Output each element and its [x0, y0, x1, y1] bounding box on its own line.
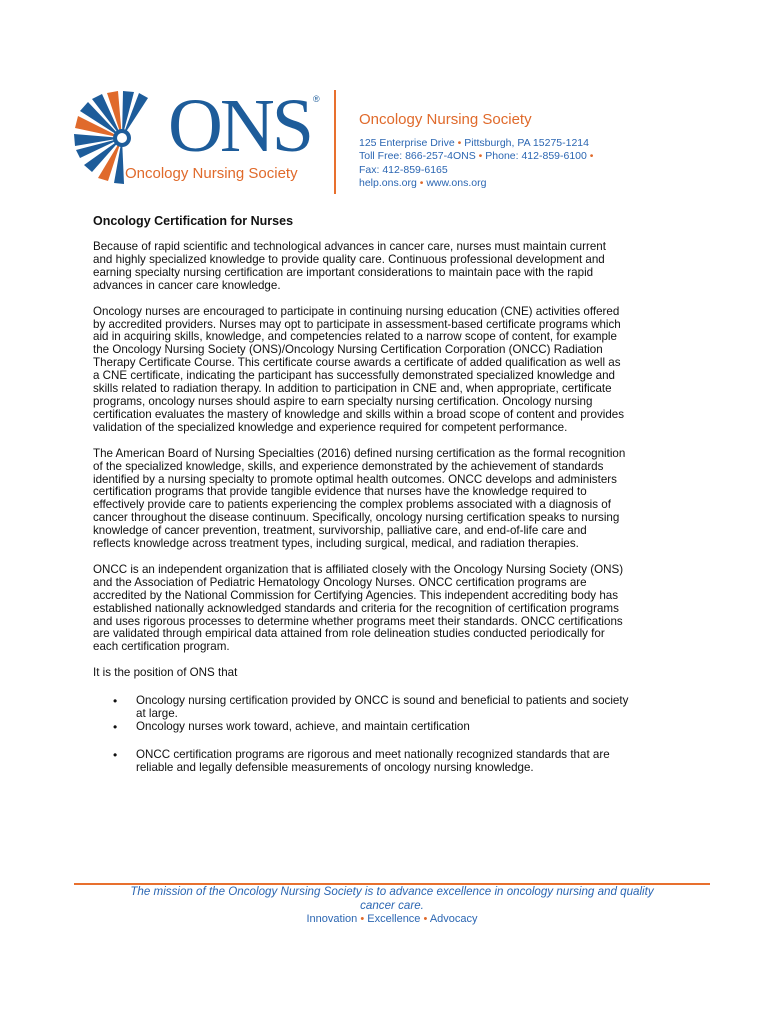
position-item: [93, 721, 693, 734]
text-line: by accredited providers. Nurses may opt to participate in assessment-based certificate programs which: [93, 317, 621, 331]
tag-advocacy: Advocacy: [429, 913, 478, 925]
phone: Phone: 412-859-6100: [485, 150, 587, 163]
paragraph: [93, 448, 693, 551]
paragraph: [93, 667, 693, 680]
paragraph: [93, 306, 693, 435]
text-line: each certification program.: [93, 640, 230, 654]
org-name: Oncology Nursing Society: [359, 111, 532, 128]
position-item: [93, 695, 693, 721]
city-address: Pittsburgh, PA 15275-1214: [464, 137, 589, 149]
text-line: of the specialized knowledge, skills, and experience demonstrated by the achievement of standards: [93, 459, 604, 473]
paragraphs: [93, 241, 693, 680]
text-line: the Oncology Nursing Society (ONS)/Oncology Nursing Certification Corporation (ONCC) Radiation: [93, 343, 603, 357]
separator-dot: •: [457, 137, 462, 149]
separator-dot: •: [589, 150, 594, 163]
text-line: and uses rigorous processes to determine whether programs meet their standards. ONCC certifications: [93, 614, 623, 628]
text-line: The American Board of Nursing Specialties (2016) defined nursing certification as the formal recognition: [93, 446, 626, 460]
text-line: at large.: [136, 707, 178, 721]
text-line: validation of the specialized knowledge and experience required for competent performance.: [93, 420, 568, 434]
text-line: and highly specialized knowledge to provide quality care. Continuous professional development and: [93, 252, 605, 266]
document-body: [93, 214, 693, 775]
fax-line: Fax: 412-859-6165: [359, 163, 448, 176]
text-line: • Oncology nurses work toward, achieve, and maintain certification: [136, 720, 470, 733]
logo-wordmark: ONS: [168, 84, 312, 168]
help-link[interactable]: help.ons.org: [359, 176, 417, 189]
text-line: a CNE certificate, indicating the participant has successfully demonstrated specialized knowledge and: [93, 369, 616, 383]
text-line: certification programs that provide tangible evidence that nurses have the knowledge required to: [93, 485, 587, 499]
address-line: [359, 137, 593, 150]
separator-dot: •: [360, 913, 365, 925]
web-line: [359, 177, 593, 190]
position-item: [93, 749, 693, 775]
paragraph: [93, 241, 693, 293]
text-line: Because of rapid scientific and technological advances in cancer care, nurses must maintain current: [93, 240, 606, 253]
text-line: aid in acquiring skills, knowledge, and competencies related to a narrow scope of content, for example: [93, 330, 617, 344]
text-line: ONCC is an independent organization that is affiliated closely with the Oncology Nursing Society (ONS): [93, 562, 624, 576]
header-divider: [334, 90, 336, 194]
text-line: programs, oncology nurses should aspire to earn specialty nursing certification. Oncology nursing: [93, 394, 593, 408]
text-line: accredited by the National Commission for Certifying Agencies. This independent accrediting body has: [93, 588, 619, 602]
text-line: established nationally acknowledged standards and criteria for the recognition of certification programs: [93, 601, 619, 615]
mission-line-2: cancer care.: [360, 898, 424, 912]
text-line: skills related to radiation therapy. In addition to participation in CNE and, when appropriate, certificate: [93, 382, 612, 396]
text-line: cancer throughout the disease continuum. Specifically, oncology nursing certification speaks to nursing: [93, 511, 620, 525]
contact-block: [359, 137, 593, 190]
text-line: reflects knowledge across treatment types, including surgical, medical, and radiation therapies.: [93, 537, 579, 551]
text-line: Oncology nurses are encouraged to participate in continuing nursing education (CNE) activities offered: [93, 304, 620, 318]
text-line: It is the position of ONS that: [93, 666, 238, 680]
separator-dot: •: [419, 176, 424, 189]
tagline: [74, 913, 710, 925]
text-line: effectively provide care to patients experiencing the complex problems associated with a diagnosis of: [93, 498, 611, 512]
paragraph: [93, 564, 693, 654]
tag-excellence: Excellence: [367, 913, 421, 925]
text-line: certification evaluates the mastery of knowledge and skills within a broad scope of content and provides: [93, 407, 625, 421]
text-line: • Oncology nursing certification provided by ONCC is sound and beneficial to patients and society: [136, 694, 629, 708]
toll-free: Toll Free: 866-257-4ONS: [359, 150, 476, 163]
document-title: Oncology Certification for Nurses: [93, 214, 294, 228]
text-line: • ONCC certification programs are rigorous and meet nationally recognized standards that are: [136, 747, 610, 761]
registered-mark: ®: [313, 94, 320, 104]
logo-subtitle: Oncology Nursing Society: [125, 165, 298, 182]
position-list: [93, 695, 693, 775]
text-line: and the Association of Pediatric Hematology Oncology Nurses. ONCC certification programs are: [93, 575, 587, 589]
text-line: Therapy Certificate Course. This certificate course awards a certificate of added qualification as well as: [93, 356, 621, 370]
separator-dot: •: [423, 913, 428, 925]
text-line: are validated through empirical data attained from role delineation studies conducted periodically for: [93, 627, 605, 641]
text-line: identified by a nursing specialty to promote optimal health outcomes. ONCC develops and administers: [93, 472, 617, 486]
street-address: 125 Enterprise Drive: [359, 137, 455, 149]
website-link[interactable]: www.ons.org: [426, 176, 487, 189]
mission-line-1: The mission of the Oncology Nursing Society is to advance excellence in oncology nursing and quality: [130, 885, 654, 898]
text-line: knowledge of cancer prevention, treatment, survivorship, palliative care, and end-of-life care and: [93, 524, 587, 538]
text-line: earning specialty nursing certification are important considerations to maintain pace with the rapid: [93, 265, 594, 279]
tag-innovation: Innovation: [306, 913, 358, 925]
mission-statement: [74, 885, 710, 912]
text-line: reliable and legally defensible measurements of oncology nursing knowledge.: [136, 760, 534, 774]
letterhead: [70, 84, 710, 198]
text-line: advances in cancer care knowledge.: [93, 278, 281, 292]
phone-line: [359, 150, 593, 163]
separator-dot: •: [478, 150, 483, 163]
